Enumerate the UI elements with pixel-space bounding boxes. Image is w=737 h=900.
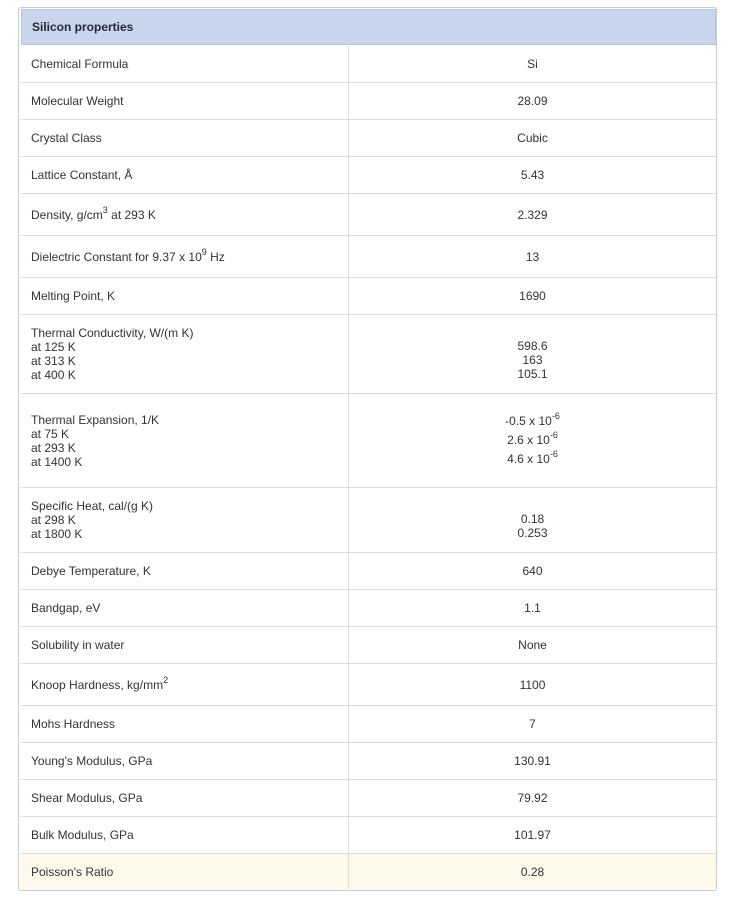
row-label: Molecular Weight bbox=[21, 83, 349, 119]
table-row-bulk-modulus bbox=[21, 817, 716, 854]
row-value: 28.09 bbox=[517, 94, 548, 108]
row-value: 1690 bbox=[519, 289, 546, 303]
row-label: Young's Modulus, GPa bbox=[21, 743, 349, 779]
table-row-specific-heat bbox=[21, 488, 716, 553]
row-label: Poisson's Ratio bbox=[21, 854, 349, 889]
row-label: Mohs Hardness bbox=[21, 706, 349, 742]
row-value: 13 bbox=[525, 249, 540, 264]
row-label: Chemical Formula bbox=[21, 46, 349, 82]
row-value: None bbox=[518, 638, 547, 652]
table-row-bandgap bbox=[21, 590, 716, 627]
table-row-dielectric-constant bbox=[21, 236, 716, 278]
row-value: 7 bbox=[529, 717, 536, 731]
row-label: Thermal Conductivity, W/(m K) at 125 K at 313 K at 400 K bbox=[21, 315, 349, 393]
table-row-melting-point bbox=[21, 278, 716, 315]
table-row-thermal-conductivity bbox=[21, 315, 716, 394]
table-row-youngs-modulus bbox=[21, 743, 716, 780]
row-label: Debye Temperature, K bbox=[21, 553, 349, 589]
row-label: Knoop Hardness, $kg/mm^2$ bbox=[21, 664, 349, 705]
table-row-lattice-constant bbox=[21, 157, 716, 194]
row-value: 101.97 bbox=[514, 828, 551, 842]
row-label: Bulk Modulus, GPa bbox=[21, 817, 349, 853]
table-row-chemical-formula bbox=[21, 46, 716, 83]
table-row-thermal-expansion bbox=[21, 394, 716, 488]
table-row-shear-modulus bbox=[21, 780, 716, 817]
row-label: Solubility in water bbox=[21, 627, 349, 663]
row-value: 1.1 bbox=[524, 601, 541, 615]
properties-panel bbox=[18, 7, 717, 891]
row-value: 2.329 bbox=[517, 207, 548, 222]
row-value: 1100 bbox=[519, 677, 546, 692]
row-label: Bandgap, eV bbox=[21, 590, 349, 626]
row-value: 640 bbox=[522, 564, 543, 578]
row-label: Shear Modulus, GPa bbox=[21, 780, 349, 816]
row-label: Melting Point, K bbox=[21, 278, 349, 314]
row-label: Density, $g/cm^3$ at 293 K bbox=[21, 194, 349, 235]
row-value: 130.91 bbox=[514, 754, 551, 768]
row-value: 79.92 bbox=[517, 791, 548, 805]
row-label: Lattice Constant, Å bbox=[21, 157, 349, 193]
row-value: 0.28 bbox=[520, 864, 545, 879]
table-row-solubility bbox=[21, 627, 716, 664]
row-value: -0.5 x $10^{-6}$ 2.6 x $10^{-6}$ 4.6 x $10^{-6}$ bbox=[505, 411, 560, 466]
row-value: Si bbox=[527, 57, 538, 71]
row-label: Crystal Class bbox=[21, 120, 349, 156]
row-value: Cubic bbox=[517, 131, 548, 145]
table-row-poissons-ratio bbox=[21, 854, 716, 889]
row-label: Thermal Expansion, 1/K at 75 K at 293 K at 1400 K bbox=[21, 394, 349, 487]
table-row-knoop-hardness bbox=[21, 664, 716, 706]
table-row-mohs-hardness bbox=[21, 706, 716, 743]
row-value: 598.6 163 105.1 bbox=[517, 339, 548, 381]
row-label: Dielectric Constant for 9.37 x $10^9$ Hz bbox=[21, 236, 349, 277]
table-row-debye-temperature bbox=[21, 553, 716, 590]
row-value: 0.18 0.253 bbox=[517, 512, 548, 540]
table-row-crystal-class bbox=[21, 120, 716, 157]
row-label: Specific Heat, cal/(g K) at 298 K at 1800 K bbox=[21, 488, 349, 552]
row-value: 5.43 bbox=[520, 168, 545, 182]
table-row-density bbox=[21, 194, 716, 236]
panel-header bbox=[21, 9, 716, 45]
table-row-molecular-weight bbox=[21, 83, 716, 120]
panel-title: Silicon properties bbox=[32, 20, 134, 34]
properties-table bbox=[21, 46, 716, 889]
